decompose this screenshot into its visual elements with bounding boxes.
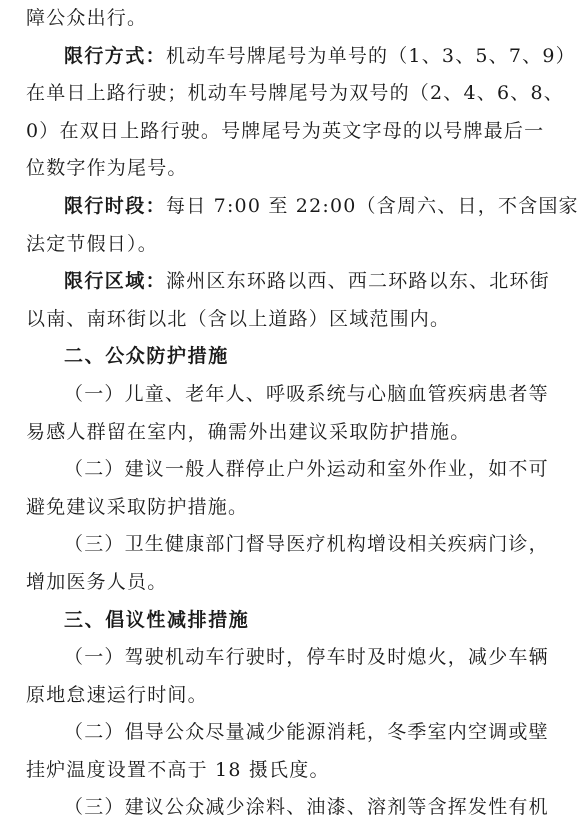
list-item xyxy=(26,526,549,564)
list-item-line xyxy=(26,677,523,715)
limit-area-text: 以南、南环街以北（含以上道路）区域范围内。 xyxy=(26,307,451,330)
list-item-text: （一）儿童、老年人、呼吸系统与心脑血管疾病患者等 xyxy=(64,382,549,405)
limit-method-text: 机动车号牌尾号为单号的（1、3、5、7、9） xyxy=(166,44,576,67)
list-item-line xyxy=(26,414,523,452)
limit-method-paragraph-line xyxy=(26,150,523,188)
section-heading-public-protection: 二、公众防护措施 xyxy=(64,345,229,368)
limit-method-label: 限行方式： xyxy=(64,44,167,67)
limit-method-paragraph-line xyxy=(26,75,564,113)
list-item-text: 避免建议采取防护措施。 xyxy=(26,495,249,518)
limit-method-paragraph xyxy=(26,38,576,76)
limit-method-text: 在单日上路行驶；机动车号牌尾号为双号的（2、4、6、8、 xyxy=(26,82,564,105)
limit-time-text: 每日 7:00 至 22:00（含周六、日，不含国家 xyxy=(166,194,579,217)
paragraph-text: 障公众出行。 xyxy=(26,7,148,29)
list-item-text: 易感人群留在室内，确需外出建议采取防护措施。 xyxy=(26,420,471,443)
list-item xyxy=(26,789,549,827)
list-item-text: （三）卫生健康部门督导医疗机构增设相关疾病门诊， xyxy=(64,533,549,556)
limit-area-paragraph xyxy=(26,263,550,301)
list-item-text: （三）建议公众减少涂料、油漆、溶剂等含挥发性有机 xyxy=(64,796,549,819)
list-item xyxy=(26,639,549,677)
section-heading-emission-reduction: 三、倡议性减排措施 xyxy=(64,608,250,631)
list-item xyxy=(26,451,549,489)
paragraph-continuation xyxy=(26,0,523,38)
limit-area-text: 滁州区东环路以西、西二环路以东、北环街 xyxy=(166,270,550,293)
limit-area-paragraph-line xyxy=(26,301,523,339)
list-item xyxy=(26,714,549,752)
limit-method-paragraph-line xyxy=(26,113,545,151)
list-item-text: （二）建议一般人群停止户外运动和室外作业，如不可 xyxy=(64,458,549,481)
limit-time-paragraph xyxy=(26,188,579,226)
list-item-line xyxy=(26,564,523,602)
list-item-text: （二）倡导公众尽量减少能源消耗，冬季室内空调或壁 xyxy=(64,721,549,744)
list-item-text: 增加医务人员。 xyxy=(26,570,168,593)
limit-time-label: 限行时段： xyxy=(64,194,167,217)
list-item-text: 挂炉温度设置不高于 18 摄氏度。 xyxy=(26,758,330,781)
list-item xyxy=(26,376,549,414)
limit-area-label: 限行区域： xyxy=(64,270,167,293)
list-item-text: （一）驾驶机动车行驶时，停车时及时熄火，减少车辆 xyxy=(64,646,549,669)
limit-time-paragraph-line xyxy=(26,226,523,264)
list-item-line xyxy=(26,752,523,790)
list-item-line xyxy=(26,489,523,527)
list-item-text: 原地怠速运行时间。 xyxy=(26,683,208,706)
limit-method-text: 0）在双日上路行驶。号牌尾号为英文字母的以号牌最后一 xyxy=(26,119,545,142)
limit-time-text: 法定节假日）。 xyxy=(26,232,158,255)
limit-method-text: 位数字作为尾号。 xyxy=(26,157,188,180)
